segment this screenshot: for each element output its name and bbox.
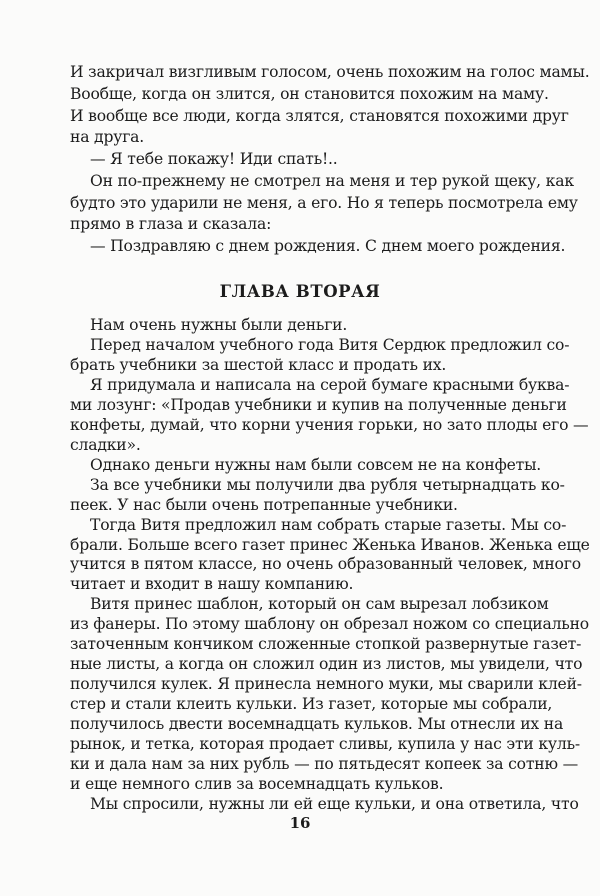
text-line: на друга. — [70, 128, 145, 146]
text-line: читает и входит в нашу компанию. — [70, 575, 354, 593]
text-line: Он по-прежнему не смотрел на меня и тер рукой щеку, как — [90, 172, 574, 190]
text-line: получилось двести восемнадцать кульков. Мы отнесли их на — [70, 715, 564, 733]
text-line: Нам очень нужны были деньги. — [90, 316, 348, 334]
text-line: брали. Больше всего газет принес Женька Иванов. Женька еще — [70, 536, 590, 554]
text-line: Тогда Витя предложил нам собрать старые газеты. Мы со- — [90, 516, 567, 534]
text-line: прямо в глаза и сказала: — [70, 215, 272, 233]
text-line: И закричал визгливым голосом, очень похожим на голос мамы. — [70, 63, 590, 81]
text-line: ные листы, а когда он сложил один из листов, мы увидели, что — [70, 655, 583, 673]
text-line: И вообще все люди, когда злятся, становятся похожими друг — [70, 107, 569, 125]
text-line: Перед началом учебного года Витя Сердюк предложил со- — [90, 336, 570, 354]
text-line: из фанеры. По этому шаблону он обрезал ножом со специально — [70, 615, 589, 633]
text-line: стер и стали клеить кульки. Из газет, которые мы собрали, — [70, 695, 553, 713]
text-line: брать учебники за шестой класс и продать их. — [70, 356, 447, 374]
chapter-title: ГЛАВА ВТОРАЯ — [219, 282, 381, 301]
text-line: Однако деньги нужны нам были совсем не на конфеты. — [90, 456, 542, 474]
page-number: 16 — [289, 814, 311, 832]
text-line: Я придумала и написала на серой бумаге красными буква- — [90, 376, 570, 394]
text-line: — Поздравляю с днем рождения. С днем моего рождения. — [90, 237, 566, 255]
text-line: конфеты, думай, что корни учения горьки, но зато плоды его — — [70, 416, 589, 434]
text-line: — Я тебе покажу! Иди спать!.. — [90, 150, 338, 168]
text-line: учится в пятом классе, но очень образованный человек, много — [70, 555, 581, 573]
text-line: пеек. У нас были очень потрепанные учебники. — [70, 496, 458, 514]
text-line: сладки». — [70, 436, 141, 454]
text-line: Мы спросили, нужны ли ей еще кульки, и она ответила, что — [90, 795, 579, 813]
text-line: заточенным кончиком сложенные стопкой развернутые газет- — [70, 635, 582, 653]
text-line: ми лозунг: «Продав учебники и купив на полученные деньги — [70, 396, 567, 414]
text-line: рынок, и тетка, которая продает сливы, купила у нас эти куль- — [70, 735, 580, 753]
text-line: Вообще, когда он злится, он становится похожим на маму. — [70, 85, 549, 103]
text-line: ки и дала нам за них рубль — по пятьдесят копеек за сотню — — [70, 755, 579, 773]
text-line: и еще немного слив за восемнадцать кульков. — [70, 775, 444, 793]
text-line: будто это ударили не меня, а его. Но я теперь посмотрела ему — [70, 194, 578, 212]
text-line: За все учебники мы получили два рубля четырнадцать ко- — [90, 476, 565, 494]
text-line: получился кулек. Я принесла немного муки, мы сварили клей- — [70, 675, 582, 693]
text-line: Витя принес шаблон, который он сам вырезал лобзиком — [90, 595, 549, 613]
